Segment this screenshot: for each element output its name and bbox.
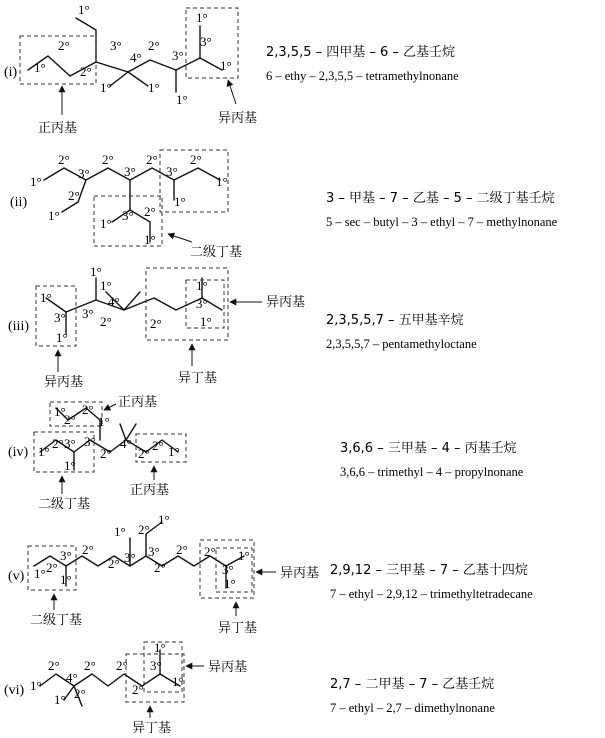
degree-label: 1°: [168, 444, 180, 459]
name-cn-v: 2,9,12 – 三甲基 – 7 – 乙基十四烷: [330, 563, 528, 578]
degree-label: 3°: [150, 658, 162, 673]
degree-label: 1°: [48, 208, 60, 223]
compound-label-v: (v): [8, 569, 25, 584]
degree-label: 1°: [54, 404, 66, 419]
degree-label: 1°: [196, 278, 208, 293]
degree-label: 1°: [158, 512, 170, 527]
degree-label: 2°: [48, 658, 60, 673]
name-en-iii: 2,3,5,5,7 – pentamethyloctane: [326, 337, 477, 351]
degree-label: 1°: [174, 194, 186, 209]
degree-label: 1°: [176, 92, 188, 107]
degree-label: 1°: [90, 264, 102, 279]
degree-label: 2°: [144, 204, 156, 219]
degree-label: 1°: [100, 216, 112, 231]
degree-label: 1°: [34, 60, 46, 75]
compound-label-i: (i): [4, 65, 18, 80]
name-en-ii: 5 – sec – butyl – 3 – ethyl – 7 – methylnonane: [326, 215, 558, 229]
degree-label: 2°: [204, 544, 216, 559]
degree-label: 2°: [100, 446, 112, 461]
degree-label: 3°: [110, 38, 122, 53]
degree-label: 3°: [78, 166, 90, 181]
compound-label-iii: (iii): [8, 319, 29, 334]
degree-label: 1°: [220, 58, 232, 73]
compound-label-vi: (vi): [4, 683, 25, 698]
degree-label: 1°: [154, 640, 166, 655]
degree-label: 1°: [100, 278, 112, 293]
compound-iv: [8, 395, 524, 512]
degree-label: 2°: [80, 64, 92, 79]
name-en-vi: 7 – ethyl – 2,7 – dimethylnonane: [330, 701, 495, 715]
degree-label: 1°: [78, 2, 90, 17]
degree-label: 1°: [148, 80, 160, 95]
degree-label: 3°: [200, 34, 212, 49]
compound-vi: [4, 640, 495, 736]
degree-label: 2°: [84, 658, 96, 673]
degree-label: 4°: [108, 294, 120, 309]
degree-label: 3°: [122, 208, 134, 223]
skeleton-vi-main: [40, 674, 180, 686]
degree-label: 1°: [200, 314, 212, 329]
degree-label: 1°: [54, 692, 66, 707]
degree-label: 4°: [120, 436, 132, 451]
degree-label: 1°: [196, 10, 208, 25]
compound-iii: [8, 264, 477, 390]
degree-label: 1°: [216, 174, 228, 189]
degree-label: 1°: [30, 678, 42, 693]
degree-label: 3°: [84, 434, 96, 449]
degree-label: 1°: [40, 290, 52, 305]
group-label-sec-butyl: 二级丁基: [38, 497, 91, 512]
degree-label: 2°: [102, 152, 114, 167]
degree-label: 3°: [172, 48, 184, 63]
degree-label: 2°: [58, 38, 70, 53]
group-label-isopropyl: 异丙基: [280, 566, 320, 581]
name-cn-iv: 3,6,6 – 三甲基 – 4 – 丙基壬烷: [340, 441, 517, 456]
name-cn-vi: 2,7 – 二甲基 – 7 – 乙基壬烷: [330, 677, 495, 692]
name-cn-iii: 2,3,5,5,7 – 五甲基辛烷: [326, 313, 464, 328]
degree-label: 3°: [124, 164, 136, 179]
degree-label: 1°: [224, 576, 236, 591]
degree-label: 2°: [132, 682, 144, 697]
degree-label: 2°: [82, 402, 94, 417]
degree-label: 2°: [176, 542, 188, 557]
degree-label: 3°: [54, 310, 66, 325]
skeleton-i-branch1: [76, 18, 96, 62]
compound-label-ii: (ii): [10, 195, 28, 210]
degree-label: 1°: [144, 232, 156, 247]
arrow-n-propyl-iv-top: [104, 404, 116, 410]
group-label-isobutyl: 异丁基: [178, 371, 218, 386]
degree-label: 2°: [64, 412, 76, 427]
degree-label: 2°: [190, 152, 202, 167]
name-cn-i: 2,3,5,5 – 四甲基 – 6 – 乙基壬烷: [266, 45, 456, 60]
skeleton-i-main: [28, 56, 222, 76]
name-cn-ii: 3 – 甲基 – 7 – 乙基 – 5 – 二级丁基壬烷: [326, 191, 555, 206]
degree-label: 2°: [138, 446, 150, 461]
degree-label: 1°: [114, 524, 126, 539]
compound-ii: [10, 150, 558, 260]
degree-label: 2°: [146, 152, 158, 167]
group-label-isopropyl: 异丙基: [218, 111, 258, 126]
degree-label: 3°: [222, 562, 234, 577]
arrow-sec-butyl-ii: [168, 234, 192, 242]
degree-label: 4°: [66, 670, 78, 685]
name-en-iv: 3,6,6 – trimethyl – 4 – propylnonane: [340, 465, 524, 479]
degree-label: 2°: [100, 314, 112, 329]
degree-label: 2°: [108, 556, 120, 571]
degree-label: 3°: [64, 436, 76, 451]
degree-label: 3°: [82, 306, 94, 321]
degree-label: 2°: [52, 436, 64, 451]
group-label-isopropyl-right: 异丙基: [266, 295, 306, 310]
degree-label: 3°: [148, 544, 160, 559]
group-label-n-propyl: 正丙基: [38, 121, 78, 136]
degree-label: 1°: [38, 444, 50, 459]
name-en-i: 6 – ethy – 2,3,5,5 – tetramethylnonane: [266, 69, 459, 83]
group-label-isopropyl: 异丙基: [208, 660, 248, 675]
degree-label: 1°: [56, 330, 68, 345]
degree-label: 3°: [166, 164, 178, 179]
degree-label: 1°: [172, 674, 184, 689]
degree-label: 2°: [82, 542, 94, 557]
group-label-n-propyl: 正丙基: [118, 395, 158, 410]
degree-label: 1°: [30, 174, 42, 189]
degree-label: 2°: [68, 188, 80, 203]
group-label-n-propyl-right: 正丙基: [130, 483, 170, 498]
degree-label: 3°: [124, 550, 136, 565]
degree-label: 1°: [64, 458, 76, 473]
degree-label: 1°: [100, 80, 112, 95]
degree-label: 2°: [58, 152, 70, 167]
degree-label: 1°: [60, 572, 72, 587]
degree-label: 3°: [196, 296, 208, 311]
degree-label: 2°: [154, 560, 166, 575]
group-label-sec-butyl: 二级丁基: [30, 613, 83, 628]
group-label-sec-butyl: 二级丁基: [190, 245, 243, 260]
compound-label-iv: (iv): [8, 445, 29, 460]
degree-label: 2°: [148, 38, 160, 53]
degree-label: 2°: [46, 560, 58, 575]
degree-label: 2°: [150, 316, 162, 331]
skeleton-i-branch3: [128, 72, 148, 86]
skeleton-i-branch2: [110, 72, 128, 86]
group-label-isobutyl: 异丁基: [218, 621, 258, 636]
degree-label: 2°: [138, 522, 150, 537]
degree-label: 1°: [238, 548, 250, 563]
group-label-isobutyl: 异丁基: [132, 721, 172, 736]
group-label-isopropyl: 异丙基: [44, 375, 84, 390]
degree-label: 2°: [152, 438, 164, 453]
degree-label: 1°: [34, 566, 46, 581]
arrow-isopropyl-i: [228, 80, 236, 104]
compound-v: [8, 512, 533, 636]
name-en-v: 7 – ethyl – 2,9,12 – trimethyltetradecane: [330, 587, 533, 601]
degree-label: 4°: [130, 50, 142, 65]
degree-label: 3°: [60, 548, 72, 563]
compound-i: [4, 2, 459, 136]
degree-label: 1°: [98, 414, 110, 429]
degree-label: 2°: [116, 658, 128, 673]
degree-label: 2°: [74, 686, 86, 701]
